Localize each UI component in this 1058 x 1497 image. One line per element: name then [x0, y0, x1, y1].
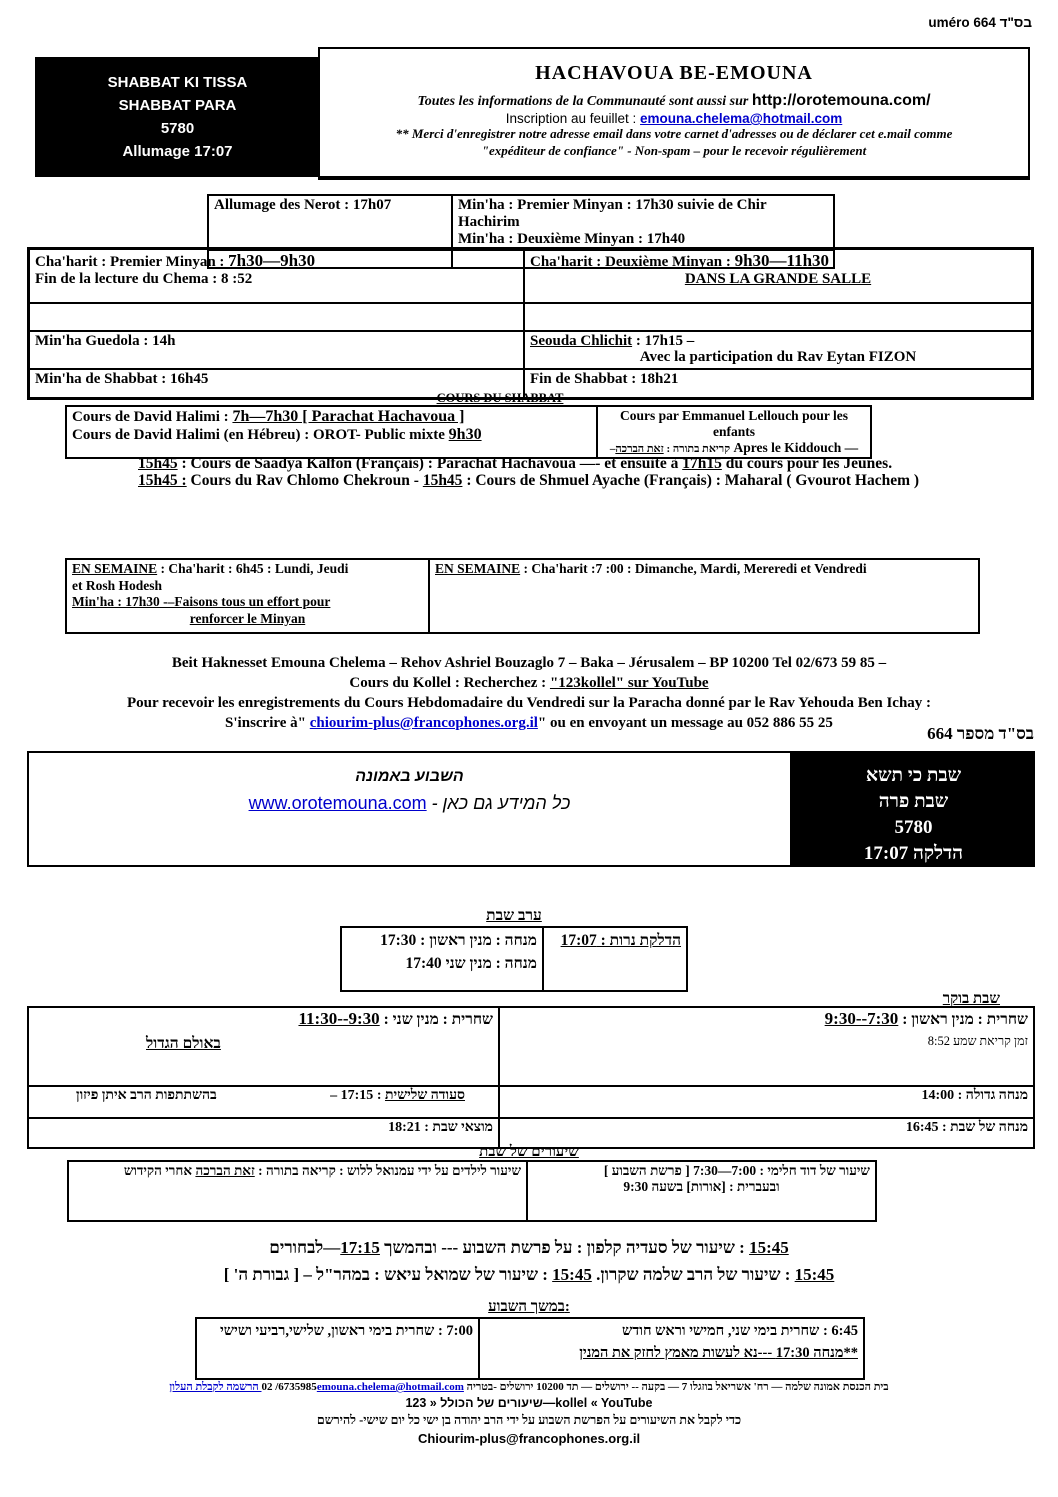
- en-semaine-label-1: EN SEMAINE: [72, 561, 158, 576]
- cours-halimi-cell: [66, 406, 597, 458]
- minha-week-line: **מנחה 17:30 ---נא לעשות מאמץ לחזק את המנין: [579, 1345, 858, 1361]
- parasha-name-fr: SHABBAT KI TISSA: [107, 74, 248, 91]
- dash: –: [609, 443, 616, 455]
- shacharit-sheni-label: שחרית : מנין שני :: [379, 1011, 493, 1028]
- semaine-right-text: : Cha'harit :7 :00 : Dimanche, Mardi, Mereredi et Vendredi: [520, 561, 867, 576]
- minha-deuxieme: Min'ha : Deuxième Minyan : 17h40: [458, 231, 686, 247]
- apres-kiddouch-label: Apres le Kiddouch —: [730, 440, 859, 455]
- footer-address-he: בית הכנסת אמונה שלמה — רח' אשריאל בוזגלו 7 — בקעה -- ירושלים — תד 10200 ירושלים -בטריה: [463, 1381, 889, 1393]
- cours-table: [65, 405, 872, 459]
- chaharit-2-cell: [524, 249, 1033, 304]
- seouda-cell: [524, 331, 1033, 369]
- year-he: 5780: [894, 817, 933, 838]
- time-1545c: 15h45: [422, 472, 463, 489]
- shiurim-1545-lines: [0, 1234, 1058, 1288]
- shiur-kalfon-text: : שיעור של סעדיה קלפון : על פרשת השבוע --- ובהמשך: [379, 1238, 750, 1257]
- time-1545b: 15h45 :: [138, 472, 187, 489]
- page-title: HACHAVOUA BE-EMOUNA: [535, 62, 813, 84]
- semaine-left-text: : Cha'harit : 6h45 : Lundi, Jeudi: [157, 561, 349, 576]
- shacharit-645-line: 6:45 : שחרית בימי שני, חמישי וראש חודש: [622, 1323, 858, 1339]
- minha-erev-cell: [452, 195, 834, 250]
- halimi-1: Cours de David Halimi :: [72, 409, 233, 425]
- merci-line-1: ** Merci d'enregistrer notre adresse email dans votre carnet d'adresses ou de déclarer cet e.mail comme: [395, 126, 953, 141]
- empty-cell: [29, 303, 525, 331]
- hashavoua-box: [27, 751, 792, 867]
- cours-extra-lines: [138, 455, 1038, 489]
- footer-kollel-he: —שיעורים של הכולל: [440, 1396, 556, 1410]
- orotemouna-url-link[interactable]: http://orotemouna.com/: [751, 92, 931, 109]
- shacharit-rishon-label: שחרית : מנין ראשון :: [898, 1011, 1028, 1028]
- chaharit-1-label: Cha'harit : Premier Minyan :: [35, 254, 229, 270]
- rosh-hodesh-line: et Rosh Hodesh: [72, 577, 163, 593]
- seouda-shlishit-label: [330, 1088, 465, 1104]
- shacharit-rishon-time: 9:30--7:30: [824, 1009, 899, 1028]
- bsd-issue-number-he: בס"ד מספר 664: [927, 724, 1034, 743]
- shiur-shekroun-text: : שיעור של הרב שלמה שקרון.: [591, 1265, 795, 1284]
- issue-number: uméro 664 בס"ד: [928, 15, 1032, 30]
- seouda-shlishit-cell: [28, 1086, 499, 1118]
- kollel-text: Cours du Kollel : Recherchez :: [349, 675, 550, 691]
- parasha-name-he: שבת כי תשא: [865, 765, 962, 786]
- semaine-table: [65, 558, 980, 634]
- cours-lellouch-cell: [597, 406, 871, 458]
- shiur-kalfon-line: [0, 1234, 1058, 1261]
- chaharit-1-cell: [29, 249, 525, 304]
- shabbat-para-fr: SHABBAT PARA: [118, 97, 237, 114]
- shiur-ivrit-line: ובעברית : [אורות] בשעה 9:30: [623, 1179, 780, 1194]
- shabbat-info-box-fr: [35, 57, 320, 177]
- shabbat-info-box-he: [792, 751, 1035, 867]
- inscription-text: Inscription au feuillet :: [505, 111, 641, 126]
- ulam-gadol-label: באולם הגדול: [146, 1035, 221, 1052]
- footer-chiourim-email[interactable]: Chiourim-plus@francophones.org.il: [417, 1431, 641, 1446]
- time-1715: 17h15: [682, 455, 722, 472]
- allumage-fr: Allumage 17:07: [122, 143, 233, 160]
- grande-salle-label: DANS LA GRANDE SALLE: [684, 271, 872, 287]
- footer-phone: 02 /6735985: [261, 1381, 317, 1393]
- minha-sheni-he: מנחה : מנין שני 17:40: [405, 955, 537, 972]
- shabbat-boker-heading: שבת בוקר: [942, 991, 1000, 1007]
- merci-line-2: "expéditeur de confiance" - Non-spam – pour le recevoir régulièrement: [481, 142, 867, 158]
- minha-shabbat-label: Min'ha de Shabbat : 16h45: [35, 371, 209, 387]
- footer-email-link[interactable]: emouna.chelema@hotmail.com: [316, 1381, 464, 1393]
- jeunes-text: du cours pour les Jeunes.: [721, 455, 893, 472]
- shacharit-week-cell: [479, 1318, 864, 1379]
- chiourim-email-link[interactable]: chiourim-plus@francophones.org.il: [309, 715, 538, 731]
- allumage-label: Allumage des Nerot : 17h07: [214, 197, 392, 213]
- lellouch-line-1: Cours par Emmanuel Lellouch pour les enfants: [620, 408, 848, 439]
- shacharit-700-line: 7:00 : שחרית בימי ראשון, שלישי,רביעי ושישי: [219, 1323, 473, 1339]
- lellouch-line-2: [603, 440, 865, 456]
- zot-habracha-he: זאת הברכה: [195, 1163, 255, 1178]
- hashavoua-title: השבוע באמונה: [355, 768, 464, 785]
- header-box: [318, 47, 1030, 180]
- zman-kriat-shma: זמן קריאת שמע 8:52: [927, 1034, 1028, 1048]
- footer-123kollel-youtube[interactable]: « 123kollel « YouTube: [405, 1396, 653, 1410]
- week-heading: במשך השבוע:: [488, 1299, 570, 1315]
- footer-block: [0, 1381, 1058, 1446]
- chaharit-2-time: 9h30—11h30: [734, 251, 830, 270]
- footer-subscribe-link[interactable]: הרשמה לקבלת העלון: [169, 1381, 262, 1393]
- shiurim-heading: שיעורים של שבת: [479, 1144, 579, 1160]
- minha-shabbat-he-cell: מנחה של שבת : 16:45: [499, 1118, 1034, 1148]
- shiur-david-cell: [527, 1161, 876, 1221]
- time-1545-he3: 15:45: [552, 1265, 592, 1284]
- info-text: Toutes les informations de la Communauté sont aussi sur: [417, 94, 752, 109]
- kol-hameyda-text: כל המידע גם כאן -: [426, 793, 571, 813]
- shiur-yeladim-cell: [68, 1161, 527, 1221]
- time-1545-he: 15:45: [749, 1238, 789, 1257]
- minha-gedola-cell: מנחה גדולה : 14:00: [499, 1086, 1034, 1118]
- seouda-shlishit-title: סעודה שלישית: [384, 1088, 465, 1103]
- shacharit-700-cell: [196, 1318, 479, 1379]
- halimi-2-time: 9h30: [448, 426, 482, 443]
- address-block: [59, 653, 999, 733]
- shacharit-sheni-time: 11:30--9:30: [298, 1009, 380, 1028]
- time-1545: 15h45: [138, 455, 178, 472]
- zot-habracha-label: זאת הברכה: [615, 443, 664, 455]
- shiur-david-line: שיעור של דוד חלימי : 7:00—7:30 [ פרשת השבוע ]: [603, 1163, 870, 1178]
- halimi-2: Cours de David Halimi (en Hébreu) : OROT- Public mixte: [72, 427, 449, 443]
- shiurim-table: [67, 1160, 877, 1222]
- rav-fizon-line: Avec la participation du Rav Eytan FIZON: [639, 349, 917, 365]
- fin-shabbat-label: Fin de Shabbat : 18h21: [530, 371, 679, 387]
- chaharit-2-label: Cha'harit : Deuxième Minyan :: [530, 254, 735, 270]
- rav-eitan-label: בהשתתפות הרב איתן פיזון: [76, 1088, 217, 1103]
- chekroun-text: Cours du Rav Chlomo Chekroun -: [186, 472, 423, 489]
- paracha-recording-line: Pour recevoir les enregistrements du Cours Hebdomadaire du Vendredi sur la Paracha donné par le Rav Yehouda Ben Ichay :: [126, 695, 932, 711]
- footer-address-line: [0, 1381, 1058, 1393]
- empty-cell: [524, 303, 1033, 331]
- year-fr: 5780: [160, 120, 195, 137]
- semaine-right-cell: [429, 559, 979, 633]
- week-table: [195, 1317, 865, 1380]
- erev-shabbat-table: [340, 926, 688, 992]
- halimi-1-time: 7h—7h30 [ Parachat Hachavoua ]: [232, 408, 465, 425]
- shacharit-sheni-cell: [28, 1007, 499, 1086]
- shiur-shekroun-line: [0, 1261, 1058, 1288]
- cours-line-1: [138, 455, 1038, 472]
- minha-rishon-he: מנחה : מנין ראשון : 17:30: [380, 932, 537, 949]
- acharei-kiddush-text: אחרי הקידוש: [123, 1163, 196, 1178]
- shabbat-para-he: שבת פרה: [878, 791, 949, 812]
- minha-erev-he-cell: [341, 927, 543, 991]
- email-link[interactable]: emouna.chelema@hotmail.com: [640, 111, 843, 126]
- kria-label: קריאת בתורה :: [663, 443, 731, 455]
- minha-guedola-label: Min'ha Guedola : 14h: [35, 333, 176, 349]
- shacharit-rishon-cell: [499, 1007, 1034, 1086]
- hadlakat-nerot-cell: הדלקת נרות : 17:07: [543, 927, 687, 991]
- inscription-line: [320, 111, 1028, 126]
- footer-rav-ben-ichay-line: כדי לקבל את השיעורים על הפרשת השבוע על ידי הרב יהודה בן ישי כל יום שישי- להירשם: [316, 1413, 742, 1427]
- shiur-ayache-text: : שיעור של שמואל עיאש : במהר"ל – [ גבורת ה' ]: [223, 1265, 553, 1284]
- shabbat-boker-table: [27, 1006, 1035, 1149]
- message-text: " ou en envoyant un message au 052 886 55 25: [537, 715, 833, 731]
- sinscrire-text: S'inscrire à": [225, 715, 310, 731]
- youtube-123kollel-label[interactable]: "123kollel" sur YouTube: [549, 675, 709, 691]
- schedule-table-fr: [27, 247, 1034, 400]
- bachurim-text: —לבחורים: [269, 1238, 341, 1257]
- minha-premier: Min'ha : Premier Minyan : 17h30 suivie de Chir Hachirim: [458, 197, 767, 230]
- address-line: Beit Haknesset Emouna Chelema – Rehov Ashriel Bouzaglo 7 – Baka – Jérusalem – BP 10200 Tel 02/673 59 85 –: [171, 655, 887, 671]
- seouda-shlishit-time: : 17:15 –: [330, 1088, 385, 1103]
- renforcer-line: renforcer le Minyan: [189, 610, 306, 626]
- footer-youtube-line: [0, 1396, 1058, 1410]
- time-1715-he: 17:15: [340, 1238, 380, 1257]
- seouda-label: Seouda Chlichit: [530, 333, 633, 349]
- kalfon-text: : Cours de Saadya Kalfon (Français) : Parachat Hachavoua —- et ensuite à: [177, 455, 683, 472]
- info-line: [320, 92, 1028, 110]
- minha-guedola-cell: [29, 331, 525, 369]
- time-1545-he2: 15:45: [794, 1265, 835, 1284]
- en-semaine-label-2: EN SEMAINE: [435, 561, 521, 576]
- motzaei-shabbat-cell: מוצאי שבת : 18:21: [28, 1118, 499, 1148]
- seouda-time: : 17h15 –: [632, 333, 695, 349]
- cours-shabbat-heading: COURS DU SHABBAT: [436, 391, 564, 405]
- hadlaka-he: הדלקה 17:07: [863, 843, 964, 864]
- chaharit-1-time: 7h30—9h30: [228, 251, 316, 270]
- semaine-left-cell: [66, 559, 429, 633]
- info-line-he: [29, 793, 790, 814]
- chema-line: Fin de la lecture du Chema : 8 :52: [35, 271, 253, 287]
- ayache-text: : Cours de Shmuel Ayache (Français) : Maharal ( Gvourot Hachem ): [462, 472, 920, 489]
- inscription-chiourim-line: [59, 713, 999, 733]
- cours-line-2: [138, 472, 1038, 489]
- minha-effort-line: Min'ha : 17h30 -–Faisons tous un effort pour: [72, 594, 331, 609]
- kollel-line: [59, 673, 999, 693]
- shiur-yeladim-text: שיעור לילדים על ידי עמנואל ללוש : קריאה בתורה :: [254, 1163, 521, 1178]
- erev-shabbat-heading: ערב שבת: [486, 907, 542, 924]
- orotemouna-url-he-link[interactable]: www.orotemouna.com: [248, 793, 427, 813]
- allumage-cell: [208, 195, 452, 250]
